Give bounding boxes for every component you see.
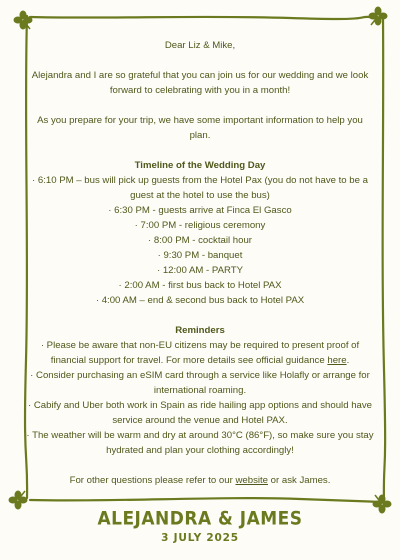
reminder-item-esim: · Consider purchasing an eSIM card through a service like Holafly or arrange for international roaming. bbox=[30, 370, 370, 396]
couple-names: ALEJANDRA & JAMES bbox=[97, 508, 303, 530]
closing-line bbox=[26, 473, 374, 488]
timeline-item: · 4:00 AM – end & second bus back to Hotel PAX bbox=[95, 295, 305, 306]
closing-end: or ask James. bbox=[268, 475, 331, 486]
guidance-link[interactable]: here bbox=[327, 355, 347, 366]
letter-body bbox=[26, 38, 374, 488]
timeline-item: · 12:00 AM - PARTY bbox=[156, 265, 244, 276]
reminder-item-rides: · Cabify and Uber both work in Spain as ride hailing app options and should have service around the venue and Hotel PAX. bbox=[28, 400, 372, 426]
closing-text: For other questions please refer to our bbox=[69, 475, 236, 486]
prep-paragraph: As you prepare for your trip, we have some important information to help you plan. bbox=[37, 115, 363, 141]
clover-icon bbox=[14, 11, 33, 30]
timeline-heading: Timeline of the Wedding Day bbox=[134, 160, 266, 171]
reminder-text: · Please be aware that non-EU citizens may be required to present proof of financial support for travel. For more details see official guidance bbox=[40, 340, 360, 366]
timeline-item: · 7:00 PM - religious ceremony bbox=[134, 220, 266, 231]
clover-icon bbox=[369, 7, 388, 26]
website-link[interactable]: website bbox=[235, 475, 268, 486]
reminder-item-weather: · The weather will be warm and dry at around 30°C (86°F), so make sure you stay hydrated and plan your clothing accordingly! bbox=[26, 430, 374, 456]
timeline-item: · 6:10 PM – bus will pick up guests from the Hotel Pax (you do not have to be a guest at the hotel to use the bus) bbox=[32, 175, 368, 201]
reminders-heading: Reminders bbox=[175, 325, 225, 336]
reminder-item-travel bbox=[26, 338, 374, 368]
timeline-item: · 2:00 AM - first bus back to Hotel PAX bbox=[118, 280, 282, 291]
timeline-item: · 9:30 PM - banquet bbox=[157, 250, 243, 261]
intro-paragraph: Alejandra and I are so grateful that you can join us for our wedding and we look forward to celebrating with you in a month! bbox=[31, 70, 369, 96]
greeting: Dear Liz & Mike, bbox=[164, 40, 236, 51]
reminder-period: . bbox=[346, 355, 350, 366]
timeline-item: · 8:00 PM - cocktail hour bbox=[148, 235, 252, 246]
timeline-item: · 6:30 PM - guests arrive at Finca El Gasco bbox=[108, 205, 292, 216]
wedding-date: 3 JULY 2025 bbox=[161, 532, 239, 544]
clover-icon bbox=[9, 491, 28, 510]
